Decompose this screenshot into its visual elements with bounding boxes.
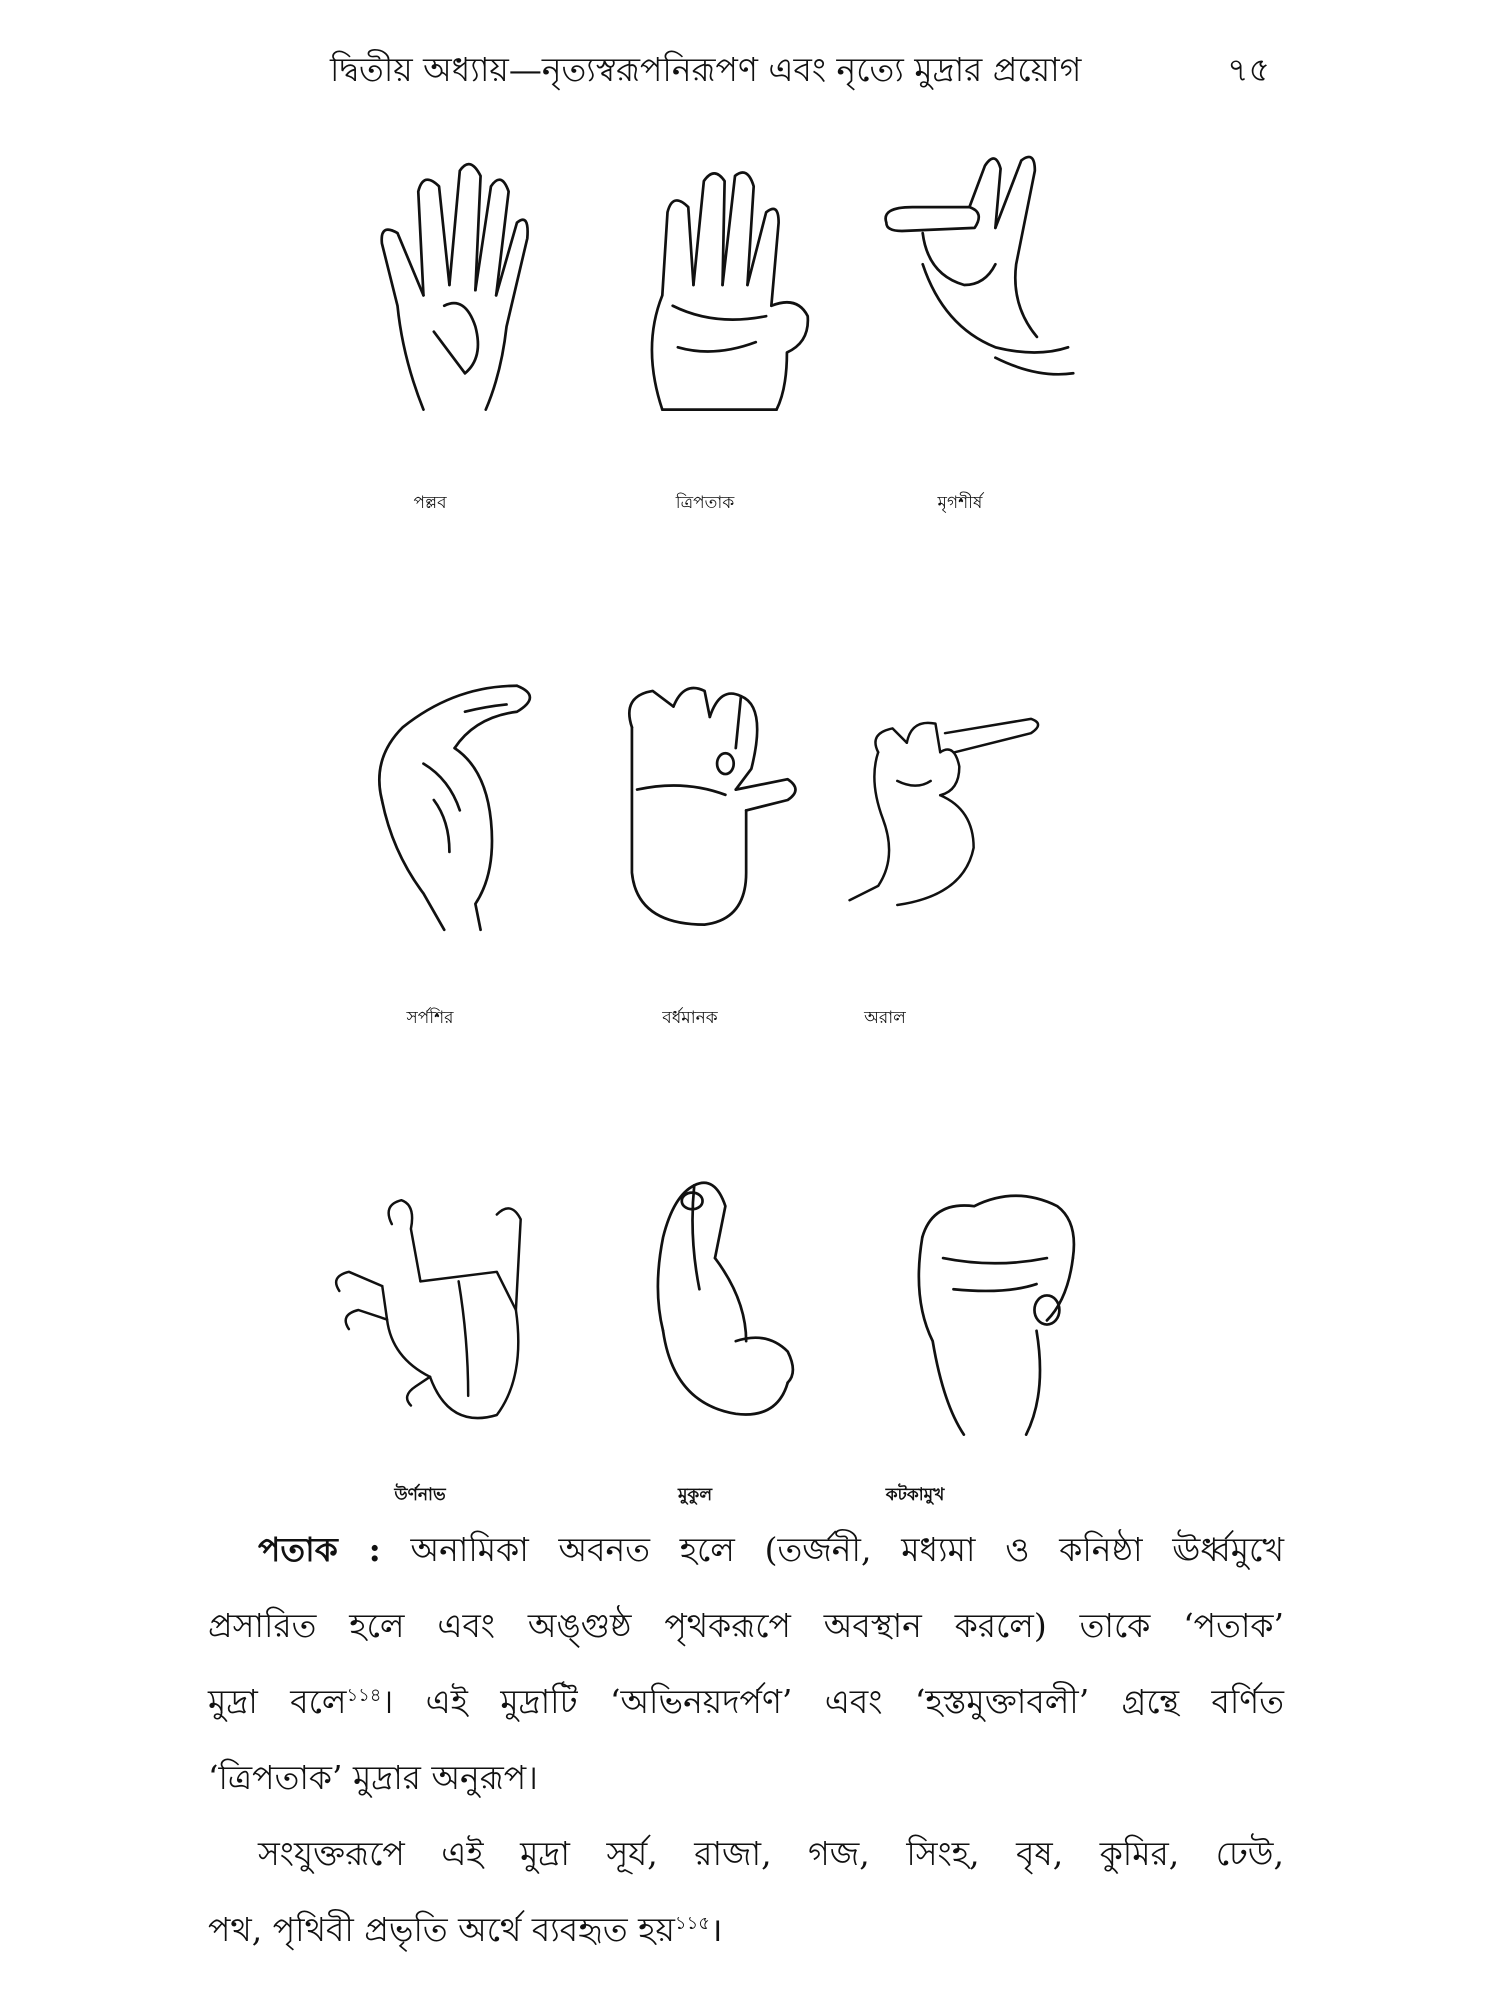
figure-caption: উর্ণনাভ — [394, 1485, 446, 1505]
term-heading: পতাক : — [258, 1530, 381, 1569]
body-line: সংযুক্তরূপে এই মুদ্রা সূর্য, রাজা, গজ, সিংহ, বৃষ, কুমির, ঢেউ, — [258, 1834, 1284, 1873]
figure-caption: বর্ধমানক — [662, 1008, 718, 1028]
body-line: অনামিকা অবনত হলে (তর্জনী, মধ্যমা ও কনিষ্ঠা ঊর্ধ্বমুখে — [380, 1530, 1284, 1569]
body-paragraph-pataka — [208, 1512, 1284, 1816]
pallava-mudra-icon — [360, 150, 570, 420]
footnote-ref: ১১৫ — [674, 1913, 710, 1934]
arala-mudra-icon — [840, 665, 1050, 935]
body-line: ‘ত্রিপতাক’ মুদ্রার অনুরূপ। — [208, 1758, 538, 1797]
page-number: ৭৫ — [1227, 50, 1270, 89]
body-line: পথ, পৃথিবী প্রভৃতি অর্থে ব্যবহৃত হয় — [208, 1910, 675, 1949]
body-line: । এই মুদ্রাটি ‘অভিনয়দর্পণ’ এবং ‘হস্তমুক্তাবলী’ গ্রন্থে বর্ণিত — [381, 1682, 1284, 1721]
mrigashirsha-mudra-icon — [880, 150, 1090, 420]
chapter-title: দ্বিতীয় অধ্যায়—নৃত্যস্বরূপনিরূপণ এবং নৃত্যে মুদ্রার প্রয়োগ — [330, 50, 1082, 89]
body-line: । — [709, 1910, 723, 1949]
body-line: মুদ্রা বলে — [208, 1682, 347, 1721]
figure-caption: সর্পশির — [406, 1008, 454, 1028]
tripataka-mudra-icon — [630, 150, 840, 420]
figure-caption: অরাল — [864, 1008, 906, 1028]
figure-caption: মৃগশীর্ষ — [937, 493, 983, 513]
katakamukha-mudra-icon — [890, 1175, 1100, 1445]
urnanabha-mudra-icon — [325, 1175, 535, 1445]
page-header — [330, 42, 1270, 102]
figure-caption: ত্রিপতাক — [675, 493, 735, 513]
figure-caption: মুকুল — [677, 1485, 712, 1505]
figure-caption: পল্লব — [413, 493, 447, 513]
sarpashira-mudra-icon — [360, 665, 570, 935]
vardhamanaka-mudra-icon — [610, 665, 820, 935]
figure-caption: কটকামুখ — [885, 1485, 945, 1505]
body-line: প্রসারিত হলে এবং অঙ্গুষ্ঠ পৃথকরূপে অবস্থান করলে) তাকে ‘পতাক’ — [208, 1606, 1284, 1645]
footnote-ref: ১১৪ — [346, 1685, 382, 1706]
mukula-mudra-icon — [610, 1175, 820, 1445]
body-paragraph-usage — [208, 1816, 1284, 1968]
